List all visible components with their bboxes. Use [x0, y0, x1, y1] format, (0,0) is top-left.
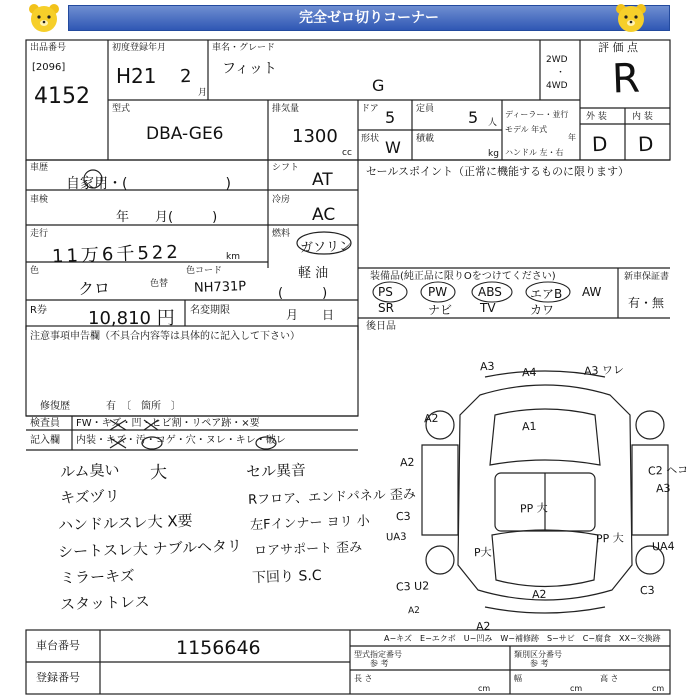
note-right-1: セル異音 — [245, 460, 307, 482]
dealer-label: ディーラー・並行 — [505, 110, 569, 119]
type-designation-label: 型式指定番号 — [354, 650, 402, 659]
note-right-2: Rフロア、エンドパネル 歪み — [247, 487, 417, 508]
repair-history-label: 修復歴 — [40, 401, 70, 412]
ac-value: AC — [312, 205, 336, 225]
damage-legend: A−キズ E−エクボ U−凹み W−補修跡 S−サビ C−腐食 XX−交換跡 — [384, 634, 661, 643]
displacement-label: 排気量 — [272, 104, 300, 114]
drive-separator: ・ — [556, 68, 566, 78]
color-code-value: NH731P — [193, 279, 247, 296]
mileage-label: 走行 — [30, 229, 49, 239]
mark-11: PP 大 — [519, 501, 549, 516]
equip-leather: カワ — [530, 303, 555, 317]
score-value: R — [611, 55, 641, 103]
lot-number: 4152 — [34, 84, 90, 109]
equipment-label: 装備品(純正品に限りOをつけてください) — [370, 271, 556, 282]
fuel-diesel: 軽 油 — [298, 266, 329, 281]
later-items-label: 後日品 — [366, 321, 396, 332]
mark-15: C3 U2 — [395, 579, 430, 594]
color-code-label: 色コード — [186, 266, 223, 276]
equip-navi: ナビ — [428, 303, 453, 317]
record-value: 内装・キズ・汚・コゲ・穴・ヌレ・キレ・破レ — [76, 435, 286, 446]
sales-point-label: セールスポイント（正常に機能するものに限ります） — [366, 165, 630, 178]
mark-14: UA4 — [651, 539, 675, 554]
lot-number-label: 出品番号 — [30, 43, 67, 53]
repair-history-value: 有 〔 箇所 〕 — [106, 401, 181, 412]
recycle-value: 10,810 円 — [88, 308, 175, 329]
first-registration-year: 2 — [179, 65, 192, 88]
displacement-value: 1300 — [292, 126, 338, 147]
month-unit: 月 — [198, 88, 208, 98]
recycle-label: R券 — [30, 305, 47, 316]
color-value: クロ — [77, 278, 111, 299]
grade: G — [372, 76, 385, 95]
mark-5: A1 — [521, 419, 537, 434]
note-left-6: スタットレス — [59, 592, 150, 614]
name-change-label: 名変期限 — [190, 305, 230, 316]
doors-label: ドア — [361, 104, 379, 114]
fuel-other: ( ) — [278, 286, 328, 301]
inspection-label: 車検 — [30, 195, 49, 205]
category-ref: 参 考 — [530, 659, 549, 668]
history-label: 車歴 — [30, 163, 49, 173]
drive-2wd: 2WD — [546, 55, 568, 65]
mark-13: P大 — [473, 545, 492, 560]
fuel-label: 燃料 — [272, 229, 291, 239]
notes-label: 注意事項申告欄（不具合内容等は具体的に記入して下さい） — [30, 331, 300, 342]
km-unit: km — [226, 252, 240, 262]
note-left-4: シートスレ大 ナブルヘタリ — [57, 536, 243, 562]
exterior-grade: D — [591, 131, 608, 157]
history-circle-mark — [82, 168, 104, 190]
height-label: 高 さ — [600, 674, 619, 683]
color-label: 色 — [30, 266, 40, 276]
fuel-circle-mark — [294, 230, 354, 256]
mark-6: A2 — [399, 455, 415, 470]
equip-abs: ABS — [478, 285, 502, 299]
cc-unit: cc — [342, 148, 352, 158]
warranty-value: 有・無 — [628, 296, 665, 310]
warranty-label: 新車保証書 — [624, 272, 670, 282]
exterior-label: 外 装 — [586, 112, 607, 122]
car-name: フィット — [222, 61, 277, 77]
equip-airbag: エアB — [530, 287, 563, 301]
note-right-3: 左Fインナー ヨリ 小 — [249, 513, 371, 534]
mark-12: PP 大 — [595, 531, 625, 546]
mark-8: A3 — [655, 481, 671, 496]
lot-code: [2096] — [32, 62, 66, 73]
note-left-1: ルム臭い — [59, 460, 120, 482]
payload-label: 積載 — [416, 134, 435, 144]
inspector-label: 検査員 — [30, 418, 60, 429]
mark-18: A2 — [475, 619, 491, 634]
first-registration-label: 初度登録年月 — [112, 43, 167, 53]
ac-label: 冷房 — [272, 195, 291, 205]
shape-label: 形状 — [361, 134, 380, 144]
drive-4wd: 4WD — [546, 81, 568, 91]
banner-title: 完全ゼロ切りコーナー — [68, 5, 670, 31]
length-label: 長 さ — [354, 674, 373, 683]
equipment-circle-marks — [370, 278, 580, 318]
shape-value: W — [385, 138, 401, 157]
mark-4: A2 — [423, 411, 439, 426]
note-left-3: ハンドルスレ大 X要 — [57, 511, 193, 535]
equip-ps: PS — [378, 285, 393, 299]
capacity-unit: 人 — [488, 118, 498, 128]
interior-grade: D — [637, 131, 654, 157]
record-label: 記入欄 — [30, 435, 60, 446]
name-change-value: 月 日 — [286, 308, 335, 322]
mark-19: A2 — [407, 605, 421, 617]
handle-label: ハンドル 左・右 — [505, 148, 564, 157]
mark-10: UA3 — [385, 531, 407, 544]
registration-number-label: 登録番号 — [36, 671, 80, 684]
category-label: 類別区分番号 — [514, 650, 562, 659]
length-unit: cm — [478, 684, 491, 693]
mark-16: A2 — [531, 587, 547, 602]
car-name-label: 車名・グレード — [212, 43, 276, 53]
note-right-5: 下回り S.C — [251, 567, 322, 587]
mark-7: C2 ヘコ — [647, 463, 689, 478]
mark-3: A3 ワレ — [583, 363, 625, 378]
note-heavy: 大 — [149, 462, 168, 484]
note-left-2: キズヅリ — [59, 486, 121, 508]
model-value: DBA-GE6 — [146, 124, 224, 144]
history-value: 自家用・( ) — [66, 176, 231, 192]
mark-9: C3 — [395, 509, 411, 524]
inspection-marks — [100, 414, 300, 452]
year-suffix: 年 — [568, 133, 576, 142]
equip-aw: AW — [582, 285, 602, 299]
capacity-label: 定員 — [416, 104, 435, 114]
inspection-value: 年 月( ) — [116, 210, 218, 225]
equip-sr: SR — [378, 301, 394, 315]
note-right-4: ロアサポート 歪み — [253, 540, 363, 559]
interior-label: 内 装 — [632, 112, 653, 122]
note-left-5: ミラーキズ — [59, 566, 136, 588]
equip-tv: TV — [480, 301, 496, 315]
width-unit: cm — [570, 684, 583, 693]
width-label: 幅 — [514, 674, 522, 683]
mark-1: A3 — [479, 359, 495, 374]
shift-label: シフト — [272, 163, 300, 173]
frame-number-label: 車台番号 — [36, 639, 80, 652]
capacity-value: 5 — [468, 108, 479, 127]
mileage-value: 11万6千522 — [51, 241, 182, 268]
fuel-gasoline: ガソリン — [299, 239, 353, 256]
frame-number-value: 1156646 — [176, 637, 261, 659]
color-change-label: 色替 — [150, 279, 169, 289]
type-designation-ref: 参 考 — [370, 659, 389, 668]
kg-unit: kg — [488, 149, 499, 159]
first-registration-era: H21 — [116, 64, 157, 88]
inspector-value: FW・キズ・凹・ヒビ割・リペア跡・×要 — [76, 418, 260, 429]
mark-17: C3 — [639, 583, 655, 598]
doors-value: 5 — [385, 108, 396, 127]
shift-value: AT — [312, 170, 333, 190]
model-label: 型式 — [112, 104, 131, 114]
model-year-label: モデル 年式 — [505, 125, 548, 134]
height-unit: cm — [652, 684, 665, 693]
mark-2: A4 — [521, 365, 537, 380]
equip-pw: PW — [428, 285, 448, 299]
score-label: 評 価 点 — [598, 41, 638, 54]
